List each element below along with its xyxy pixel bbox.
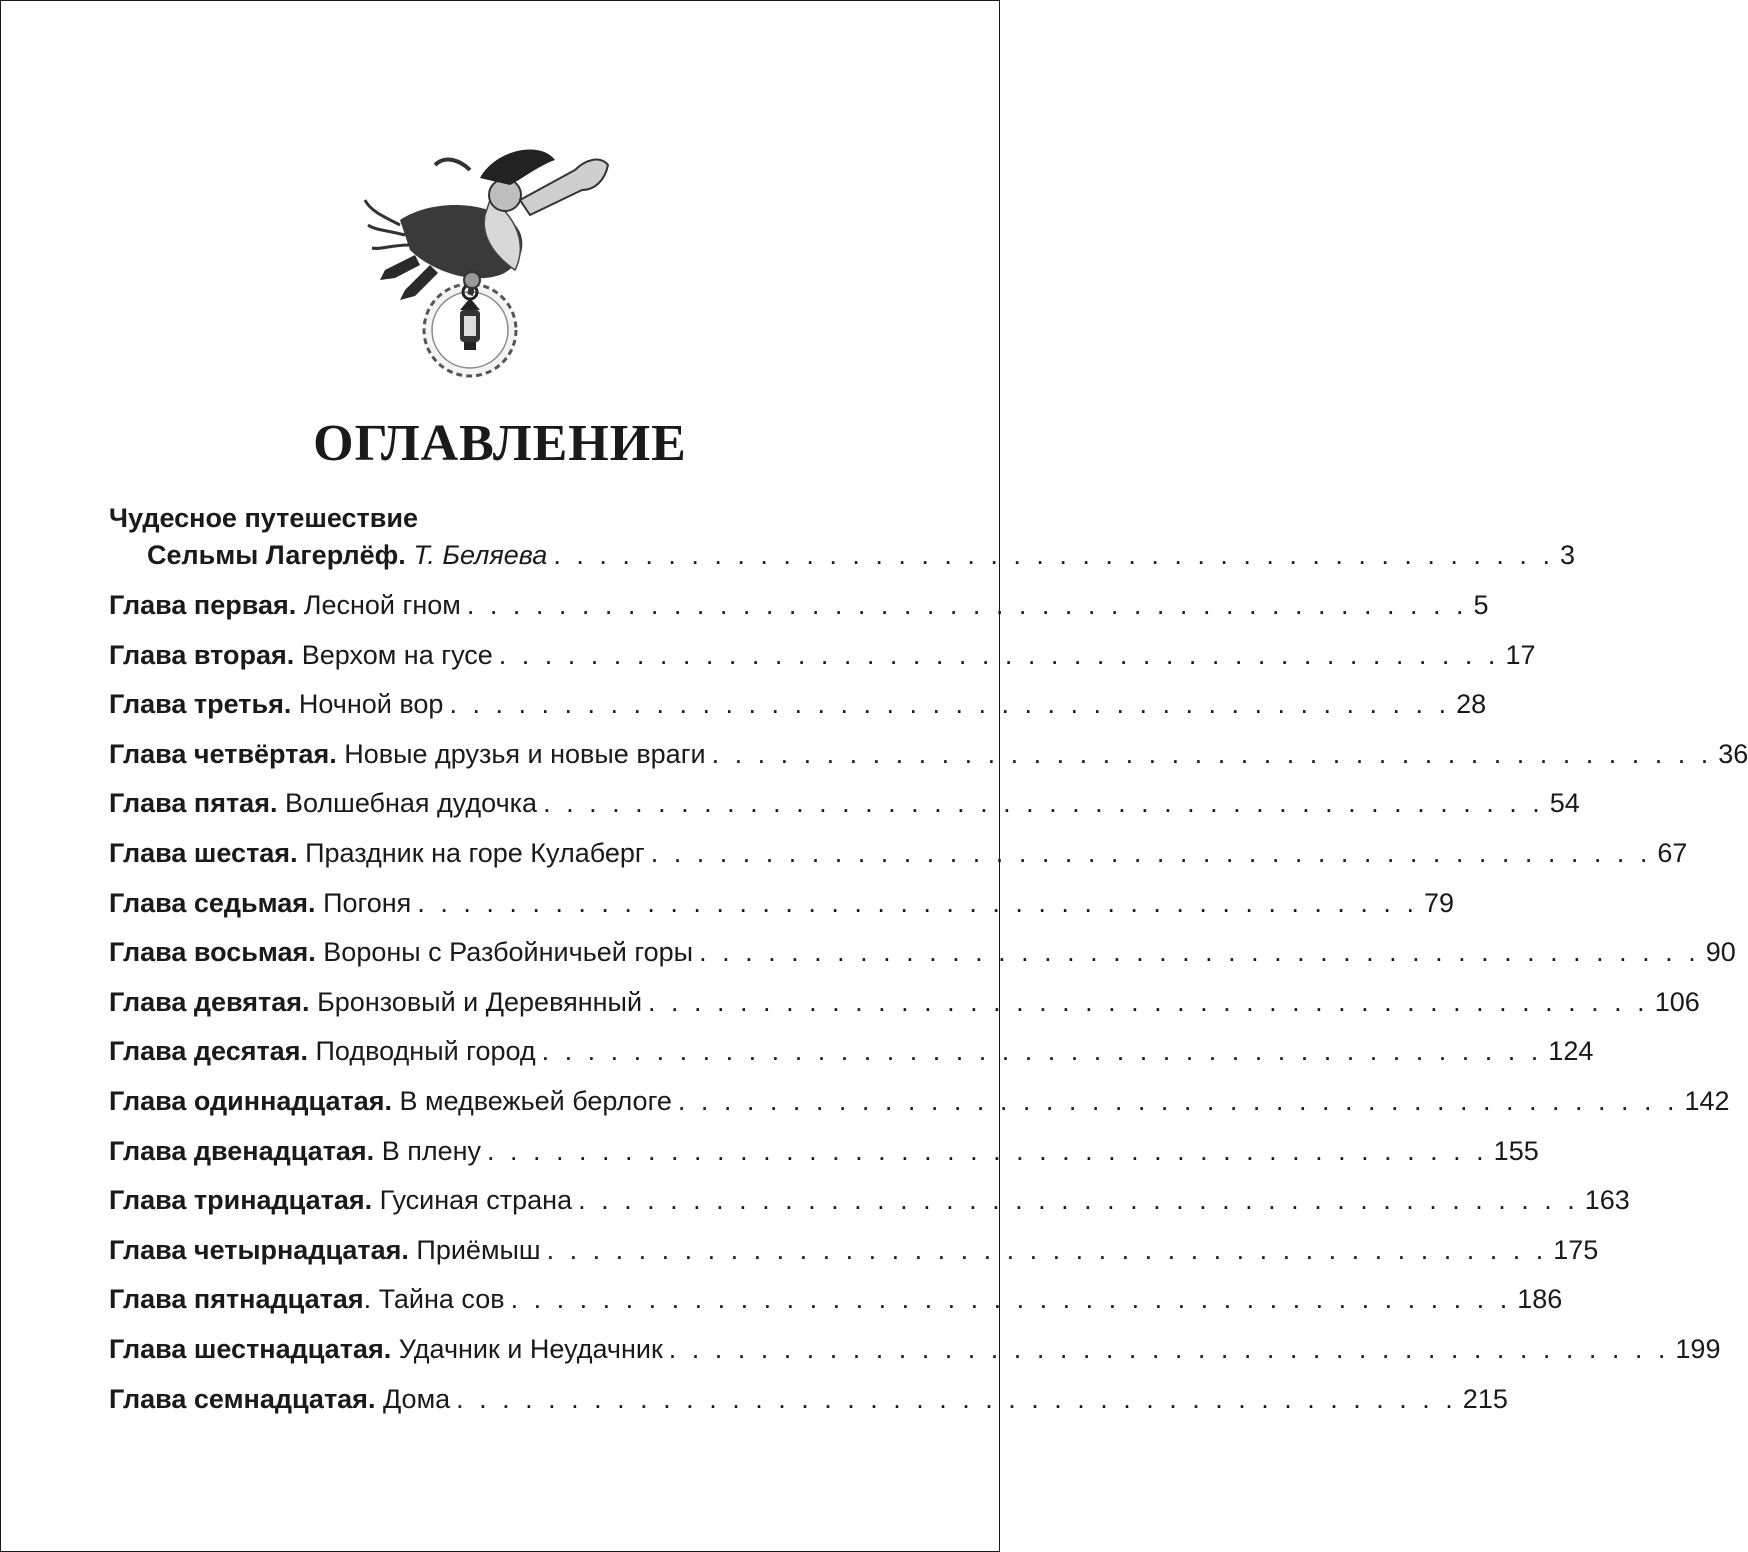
page-number: 186 xyxy=(1517,1284,1563,1315)
chapter-label: Глава девятая. xyxy=(109,986,310,1017)
page-number: 199 xyxy=(1675,1333,1721,1364)
chapter-title: Удачник и Неудачник xyxy=(398,1333,663,1364)
chapter-entry[interactable] xyxy=(109,1280,1563,1318)
chapter-label: Глава четырнадцатая. xyxy=(109,1234,409,1265)
dot-leader: . . . . . . . . . . . . . . . . . . . . . . . . . . . . . . . . . . . . . . . . . . . . xyxy=(543,788,1544,819)
chapter-label: Глава одиннадцатая. xyxy=(109,1085,392,1116)
page-number: 3 xyxy=(1559,540,1575,570)
dot-leader: . . . . . . . . . . . . . . . . . . . . . . . . . . . . . . . . . . . . . . . . . . . . xyxy=(668,1333,1670,1364)
dot-leader: . . . . . . . . . . . . . . . . . . . . . . . . . . . . . . . . . . . . . . . . . . . . xyxy=(449,689,1451,720)
page-number: 163 xyxy=(1584,1185,1630,1216)
dot-leader: . . . . . . . . . . . . . . . . . . . . . . . . . . . . . . . . . . . . . . . . . . . . xyxy=(466,590,1468,620)
intro-line2-bold: Сельмы Лагерлёф. xyxy=(147,540,406,570)
chapter-label: Глава шестнадцатая. xyxy=(109,1333,392,1364)
dot-leader: . . . . . . . . . . . . . . . . . . . . . . . . . . . . . . . . . . . . . . . . . . . . xyxy=(578,1185,1579,1216)
chapter-entry[interactable] xyxy=(109,1032,1594,1070)
intro-entry[interactable] xyxy=(109,536,1575,574)
chapter-label: Глава тринадцатая. xyxy=(109,1185,373,1216)
page-number: 28 xyxy=(1456,689,1487,720)
dot-leader: . . . . . . . . . . . . . . . . . . . . . . . . . . . . . . . . . . . . . . . . . . . . xyxy=(417,887,1418,918)
dot-leader: . . . . . . . . . . . . . . . . . . . . . . . . . . . . . . . . . . . . . . . . . . . . xyxy=(650,837,1652,868)
chapter-title: Дома xyxy=(382,1383,451,1414)
page-number: 142 xyxy=(1684,1085,1730,1116)
page-number: 215 xyxy=(1462,1383,1508,1414)
chapter-title: В плену xyxy=(381,1135,482,1166)
chapter-title: Лесной гном xyxy=(303,590,461,620)
chapter-entry[interactable] xyxy=(109,1181,1630,1219)
chapter-title: Верхом на гусе xyxy=(301,639,493,670)
chapter-title: Гусиная страна xyxy=(379,1185,573,1216)
chapter-label: Глава четвёртая. xyxy=(109,738,337,769)
chapter-label: Глава десятая. xyxy=(109,1036,308,1067)
chapter-entry[interactable] xyxy=(109,1330,1721,1368)
table-of-contents xyxy=(109,500,1748,1429)
dot-leader: . . . . . . . . . . . . . . . . . . . . . . . . . . . . . . . . . . . . . . . . . . . . xyxy=(711,738,1713,769)
chapter-title: Ночной вор xyxy=(298,689,444,720)
gnome-illustration xyxy=(360,130,620,390)
chapter-entry[interactable] xyxy=(109,834,1688,872)
dot-leader: . . . . . . . . . . . . . . . . . . . . . . . . . . . . . . . . . . . . . . . . . . . . xyxy=(487,1135,1488,1166)
chapter-title: Подводный город xyxy=(315,1036,536,1067)
dot-leader: . . . . . . . . . . . . . . . . . . . . . . . . . . . . . . . . . . . . . . . . . . . . xyxy=(553,540,1554,570)
page-number: 67 xyxy=(1657,837,1688,868)
chapter-title: Новые друзья и новые враги xyxy=(344,738,706,769)
dot-leader: . . . . . . . . . . . . . . . . . . . . . . . . . . . . . . . . . . . . . . . . . . . . xyxy=(546,1234,1548,1265)
chapter-title: Приёмыш xyxy=(416,1234,541,1265)
dot-leader: . . . . . . . . . . . . . . . . . . . . . . . . . . . . . . . . . . . . . . . . . . . . xyxy=(541,1036,1543,1067)
chapter-title: В медвежьей берлоге xyxy=(399,1085,672,1116)
page-number: 79 xyxy=(1423,887,1454,918)
chapter-label: Глава семнадцатая. xyxy=(109,1383,376,1414)
chapter-entry[interactable] xyxy=(109,983,1700,1021)
chapter-entry[interactable] xyxy=(109,1380,1508,1418)
chapter-entry[interactable] xyxy=(109,1231,1599,1269)
chapter-title: Волшебная дудочка xyxy=(284,788,538,819)
chapter-label: Глава третья. xyxy=(109,689,292,720)
dot-leader: . . . . . . . . . . . . . . . . . . . . . . . . . . . . . . . . . . . . . . . . . . . . xyxy=(510,1284,1512,1315)
page-number: 90 xyxy=(1705,937,1736,968)
chapter-title: Бронзовый и Деревянный xyxy=(317,986,643,1017)
dot-leader: . . . . . . . . . . . . . . . . . . . . . . . . . . . . . . . . . . . . . . . . . . . . xyxy=(648,986,1649,1017)
chapter-list xyxy=(109,586,1748,1418)
dot-leader: . . . . . . . . . . . . . . . . . . . . . . . . . . . . . . . . . . . . . . . . . . . . xyxy=(677,1085,1679,1116)
chapter-title: Праздник на горе Кулаберг xyxy=(305,837,645,868)
chapter-entry[interactable] xyxy=(109,636,1536,674)
chapter-entry[interactable] xyxy=(109,784,1580,822)
chapter-title: . Тайна сов xyxy=(363,1284,505,1315)
chapter-label: Глава шестая. xyxy=(109,837,298,868)
page-number: 5 xyxy=(1473,590,1489,620)
chapter-title: Вороны с Разбойничьей горы xyxy=(323,937,694,968)
chapter-label: Глава седьмая. xyxy=(109,887,316,918)
page-title: ОГЛАВЛЕНИЕ xyxy=(313,415,687,472)
chapter-label: Глава пятнадцатая xyxy=(109,1284,364,1315)
page-number: 124 xyxy=(1548,1036,1594,1067)
chapter-entry[interactable] xyxy=(109,1082,1730,1120)
chapter-entry[interactable] xyxy=(109,884,1454,922)
chapter-entry[interactable] xyxy=(109,735,1748,773)
page-number: 106 xyxy=(1654,986,1700,1017)
page-number: 54 xyxy=(1549,788,1580,819)
chapter-entry[interactable] xyxy=(109,586,1489,624)
intro-author: Т. Беляева xyxy=(413,540,548,570)
intro-line1: Чудесное путешествие xyxy=(109,503,418,533)
chapter-label: Глава двенадцатая. xyxy=(109,1135,375,1166)
dot-leader: . . . . . . . . . . . . . . . . . . . . . . . . . . . . . . . . . . . . . . . . . . . . xyxy=(456,1383,1457,1414)
chapter-entry[interactable] xyxy=(109,685,1487,723)
chapter-label: Глава вторая. xyxy=(109,639,295,670)
chapter-label: Глава восьмая. xyxy=(109,937,316,968)
chapter-entry[interactable] xyxy=(109,933,1736,971)
chapter-label: Глава первая. xyxy=(109,590,297,620)
page-number: 175 xyxy=(1553,1234,1599,1265)
chapter-label: Глава пятая. xyxy=(109,788,278,819)
page-number: 155 xyxy=(1493,1135,1539,1166)
dot-leader: . . . . . . . . . . . . . . . . . . . . . . . . . . . . . . . . . . . . . . . . . . . . xyxy=(699,937,1700,968)
page-number: 36 xyxy=(1718,738,1748,769)
page-number: 17 xyxy=(1505,639,1536,670)
chapter-title: Погоня xyxy=(323,887,412,918)
dot-leader: . . . . . . . . . . . . . . . . . . . . . . . . . . . . . . . . . . . . . . . . . . . . xyxy=(498,639,1500,670)
chapter-entry[interactable] xyxy=(109,1132,1539,1170)
